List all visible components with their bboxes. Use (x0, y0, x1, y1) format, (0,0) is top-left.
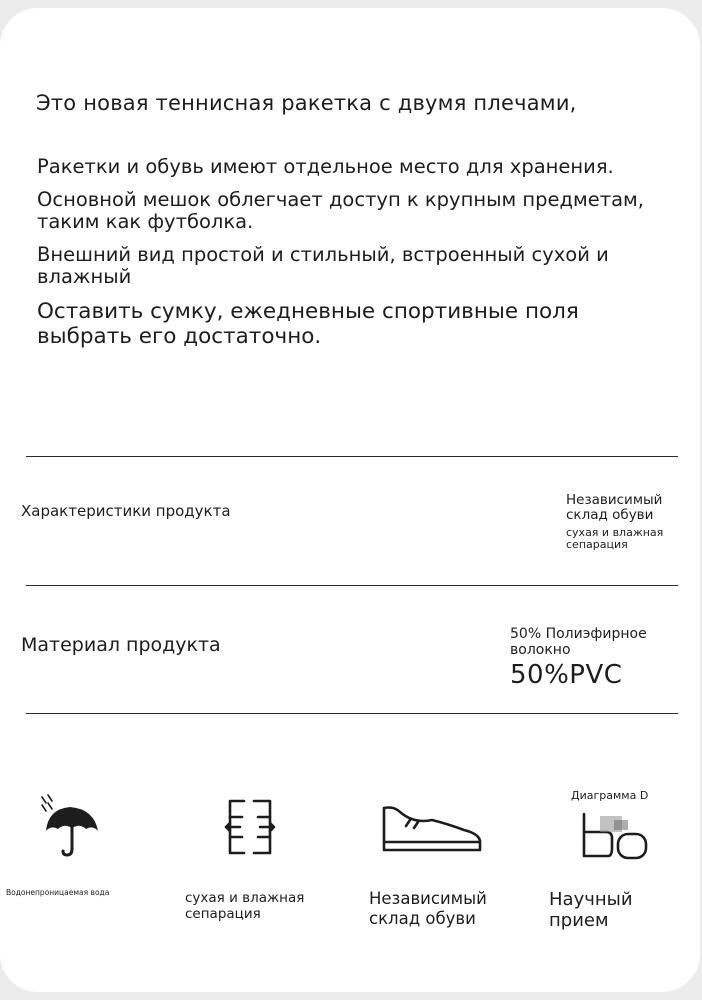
characteristics-value-sub: сухая и влажная сепарация (566, 526, 664, 551)
icon-caption-shoe-storage: Независимый склад обуви (369, 889, 487, 928)
material-value (510, 626, 680, 690)
d-diagram-icon (574, 808, 658, 868)
intro-title: Это новая теннисная ракетка с двумя плечами, (36, 91, 577, 115)
characteristics-value-main: Независимый склад обуви (566, 492, 663, 523)
divider (26, 713, 678, 714)
characteristics-label: Характеристики продукта (21, 502, 231, 520)
dry-wet-separation-icon (216, 793, 286, 863)
feature-item: Оставить сумку, ежедневные спортивные поля выбрать его достаточно. (37, 299, 579, 349)
icon-caption-separation: сухая и влажная сепарация (185, 890, 305, 922)
divider (26, 585, 678, 586)
diagram-label: Диаграмма D (571, 789, 649, 802)
divider (26, 456, 678, 457)
material-label: Материал продукта (21, 634, 221, 656)
icon-caption-waterproof: Водонепроницаемая вода (6, 888, 110, 897)
material-value-main: 50% Полиэфирное волокно (510, 626, 647, 658)
icon-caption-scientific: Научный прием (549, 889, 633, 931)
product-card (0, 8, 700, 992)
umbrella-rain-icon (36, 791, 106, 861)
feature-item: Основной мешок облегчает доступ к крупным предметам, таким как футболка. (37, 188, 644, 233)
material-value-pvc: 50%PVC (510, 660, 623, 690)
characteristics-value (566, 493, 691, 551)
shoe-icon (380, 798, 488, 858)
feature-item: Внешний вид простой и стильный, встроенный сухой и влажный (37, 243, 609, 288)
feature-item: Ракетки и обувь имеют отдельное место для хранения. (37, 155, 614, 178)
feature-list (37, 156, 677, 360)
